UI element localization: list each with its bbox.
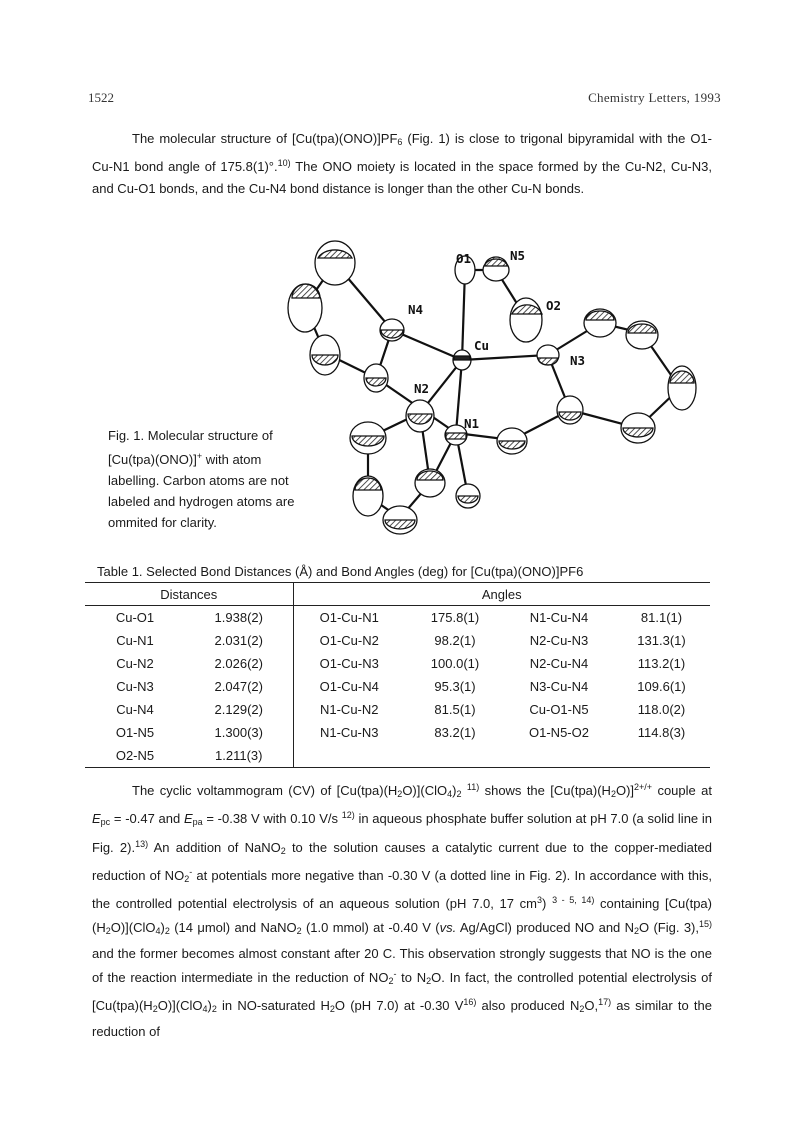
subscript: 6 <box>397 137 403 147</box>
table-cell: O1-Cu-N1 <box>293 606 405 630</box>
atom-ellipsoids <box>288 241 696 534</box>
table-cell: Cu-N3 <box>116 679 154 694</box>
reference-marker: 10) <box>277 158 291 169</box>
reference-marker: 12) <box>341 810 355 821</box>
label-n3: N3 <box>570 353 586 368</box>
table-cell: 118.0(2) <box>637 702 686 717</box>
table-cell: 95.3(1) <box>434 679 476 694</box>
table-cell: 109.6(1) <box>637 679 686 694</box>
table-cell: 100.0(1) <box>430 656 480 671</box>
bond-table <box>85 582 710 768</box>
table-cell: 83.2(1) <box>434 725 476 740</box>
table-cell: 2.026(2) <box>214 656 263 671</box>
reference-marker: 15) <box>698 919 712 930</box>
table-cell: 2.047(2) <box>214 679 263 694</box>
para-text: The molecular structure of [Cu(tpa)(ONO)]PF <box>132 131 398 146</box>
table-cell <box>505 744 613 768</box>
paragraph-electrochemistry: The cyclic voltammogram (CV) of $[Cu(tpa)(H_2O)](ClO_4)_2$ $^{11)}$ shows the $[Cu(tpa)(H_2O)]^{2+/+}$ couple at $E_{pc} = -0.47$ and $E_{pa} = -0.38$ V with 0.10 V/s $^{12)}$ in aqueous phosphate buffer solution at pH 7.0 (a solid line in Fig. 2).$^{13)}$ An addition of NaNO$_2$ to the solution causes a catalytic current due to the copper-mediated reduction of $NO_2^-$ at potentials more negative than -0.30 V (a dotted line in Fig. 2). In accordance with this, the controlled potential electrolysis of an aqueous solution (pH 7.0, 17 $cm^3$) $^{3 - 5, 14)}$ containing $[Cu(tpa)(H_2O)](ClO_4)_2$ (14 μmol) and NaNO$_2$ (1.0 mmol) at -0.40 V (vs. Ag/AgCl) produced NO and $N_2O$ (Fig. 3),$^{15)}$ and the former becomes almost constant after 20 C. This observation strongly suggests that NO is the one of the reaction intermediate in the reduction of $NO_2^-$ to $N_2O$. In fact, the controlled potential electrolysis of $[Cu(tpa)(H_2O)](ClO_4)_2$ in NO-saturated $H_2O$ (pH 7.0) at -0.30 $V^{16)}$ also produced $N_2O,^{17)}$ as similar to the reduction of <box>92 782 713 1039</box>
ortep-figure <box>280 228 720 540</box>
table-cell: 113.2(1) <box>637 656 686 671</box>
reference-marker: 13) <box>135 838 149 849</box>
table-row <box>85 675 710 698</box>
table-row <box>85 629 710 652</box>
table-body <box>85 606 710 768</box>
label-n5: N5 <box>510 248 526 263</box>
label-n4: N4 <box>408 302 424 317</box>
table-row <box>85 721 710 744</box>
table-cell: Cu-N4 <box>116 702 154 717</box>
table-cell: O1-N5-O2 <box>529 725 589 740</box>
table-title: Table 1. Selected Bond Distances (Å) and Bond Angles (deg) for [Cu(tpa)(ONO)]PF6 <box>97 564 584 579</box>
para-text: The ONO moiety is located in the space formed by the Cu-N2, Cu-N3, and Cu-O1 bonds, and the Cu-N4 bond distance is longer than the other Cu-N bonds. <box>92 159 712 196</box>
table-row <box>85 698 710 721</box>
table-cell: N1-Cu-N2 <box>293 698 405 721</box>
reference-marker: 11) <box>466 782 480 792</box>
figure-caption: Fig. 1. Molecular structure of [Cu(tpa)(ONO)]+ with atom labelling. Carbon atoms are not labeled and hydrogen atoms are ommited for clarity. <box>108 428 295 530</box>
table-cell: O1-Cu-N4 <box>293 675 405 698</box>
table-cell: O1-Cu-N2 <box>293 629 405 652</box>
page-number: 1522 <box>88 90 114 105</box>
table-cell: 2.031(2) <box>214 633 263 648</box>
reference-marker: 3 - 5, 14) <box>552 895 595 906</box>
table-cell: 1.211(3) <box>185 744 293 768</box>
table-cell: O1-Cu-N3 <box>293 652 405 675</box>
table-cell <box>613 744 710 768</box>
table-cell: Cu-N2 <box>116 656 154 671</box>
table-row <box>85 652 710 675</box>
table-cell: N1-Cu-N4 <box>529 610 589 625</box>
table-row <box>85 744 710 768</box>
reference-marker: 16) <box>463 997 477 1008</box>
table-cell: Cu-O1-N5 <box>529 702 589 717</box>
table-cell <box>405 744 505 768</box>
header-distances: Distances <box>85 583 293 606</box>
table-cell: 175.8(1) <box>430 610 480 625</box>
header-angles: Angles <box>293 583 710 606</box>
table-cell <box>293 744 405 768</box>
table-cell: 81.5(1) <box>434 702 476 717</box>
table-cell: 98.2(1) <box>434 633 476 648</box>
table-cell: 114.8(3) <box>637 725 686 740</box>
label-o1: O1 <box>456 251 472 266</box>
table-row <box>85 606 710 630</box>
para-text: (Fig. 1) is close to trigonal bipyramidal with the O1-Cu-N1 bond angle of 175.8(1)°. <box>92 131 712 175</box>
table-cell: 2.129(2) <box>214 702 263 717</box>
label-n1: N1 <box>464 416 480 431</box>
table-cell: Cu-N1 <box>116 633 154 648</box>
paragraph-structure <box>92 128 712 199</box>
table-cell: N2-Cu-N3 <box>529 633 589 648</box>
table-cell: 81.1(1) <box>640 610 683 625</box>
table-cell: 1.300(3) <box>214 725 263 740</box>
table-cell: O2-N5 <box>85 744 185 768</box>
table-cell: 1.938(2) <box>214 610 263 625</box>
label-n2: N2 <box>414 381 430 396</box>
label-o2: O2 <box>546 298 562 313</box>
label-cu: Cu <box>474 338 490 353</box>
table-cell: O1-N5 <box>115 725 155 740</box>
table-cell: N3-Cu-N4 <box>529 679 589 694</box>
journal-header: Chemistry Letters, 1993 <box>588 90 721 105</box>
table-cell: N2-Cu-N4 <box>529 656 589 671</box>
table-cell: Cu-O1 <box>115 610 155 625</box>
reference-marker: 17) <box>598 997 612 1008</box>
table-cell: N1-Cu-N3 <box>293 721 405 744</box>
table-cell: 131.3(1) <box>637 633 686 648</box>
